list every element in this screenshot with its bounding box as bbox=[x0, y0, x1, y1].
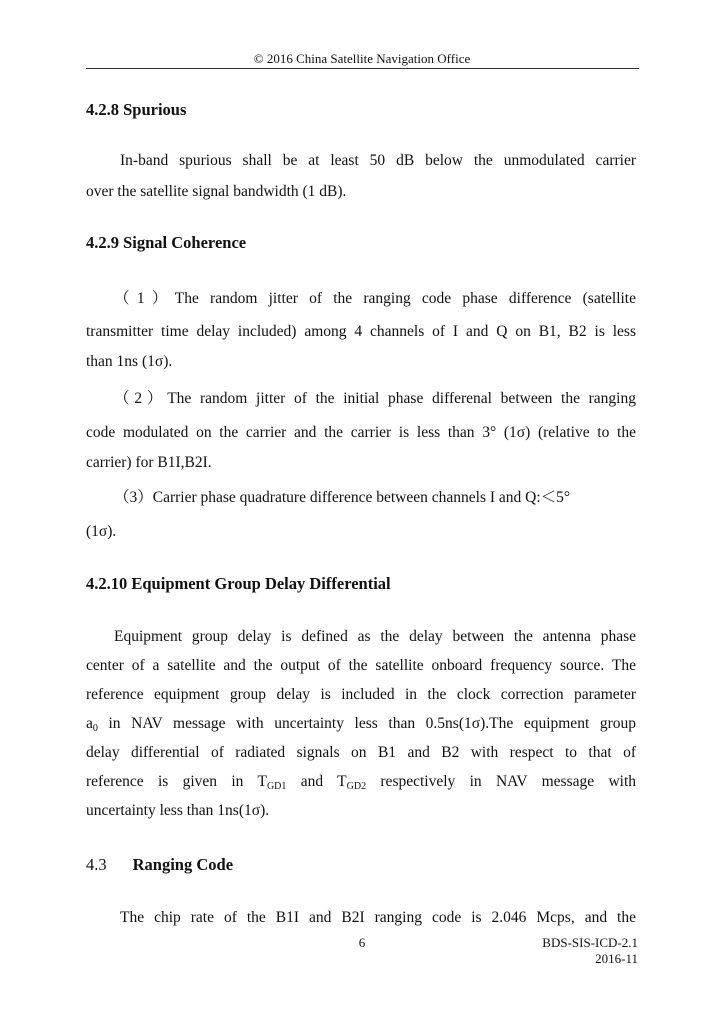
doc-id: BDS-SIS-ICD-2.1 bbox=[542, 935, 638, 950]
text-line: carrier) for B1I,B2I. bbox=[86, 454, 212, 471]
footer-doc-info bbox=[542, 935, 638, 967]
text-line: center of a satellite and the output of the satellite onboard frequency source. The bbox=[86, 657, 636, 674]
text-line: (1σ). bbox=[86, 523, 117, 540]
text-line: （1）The random jitter of the ranging code phase difference (satellite bbox=[114, 290, 636, 307]
heading-4-3-title: Ranging Code bbox=[132, 855, 234, 874]
text-line: uncertainty less than 1ns(1σ). bbox=[86, 802, 270, 819]
paragraph-coherence-1 bbox=[86, 289, 636, 379]
header-rule bbox=[86, 68, 639, 69]
text-line: The chip rate of the B1I and B2I ranging code is 2.046 Mcps, and the bbox=[120, 909, 636, 926]
text-line-tgd bbox=[86, 772, 636, 792]
subscript-0: 0 bbox=[92, 723, 98, 734]
heading-4-3-number: 4.3 bbox=[86, 855, 107, 874]
text-tgd-a: reference is given in T bbox=[86, 773, 267, 790]
heading-4-2-9: 4.2.9 Signal Coherence bbox=[86, 233, 247, 252]
heading-4-3 bbox=[86, 855, 233, 875]
text-line: over the satellite signal bandwidth (1 dB). bbox=[86, 183, 347, 200]
text-line: Equipment group delay is defined as the delay between the antenna phase bbox=[114, 628, 636, 645]
subscript-gd2: GD2 bbox=[346, 781, 367, 792]
header-copyright: © 2016 China Satellite Navigation Office bbox=[253, 51, 471, 66]
text-line: （3）Carrier phase quadrature difference between channels I and Q:＜5° bbox=[114, 489, 571, 506]
text-line: （2）The random jitter of the initial phase differenal between the ranging bbox=[114, 390, 636, 407]
text-line: delay differential of radiated signals on B1 and B2 with respect to that of bbox=[86, 744, 636, 761]
text-a0-rest: in NAV message with uncertainty less than 0.5ns(1σ).The equipment group bbox=[97, 715, 636, 732]
text-a: a bbox=[86, 715, 93, 732]
text-tgd-c: respectively in NAV message with bbox=[366, 773, 636, 790]
text-line: than 1ns (1σ). bbox=[86, 353, 173, 370]
text-tgd-b: and T bbox=[286, 773, 347, 790]
subscript-gd1: GD1 bbox=[266, 781, 287, 792]
text-line: In-band spurious shall be at least 50 dB below the unmodulated carrier bbox=[120, 152, 636, 169]
text-line: reference equipment group delay is included in the clock correction parameter bbox=[86, 686, 636, 703]
heading-4-2-10: 4.2.10 Equipment Group Delay Differential bbox=[86, 574, 391, 593]
paragraph-spurious bbox=[86, 151, 636, 211]
paragraph-group-delay bbox=[86, 627, 636, 827]
text-line: transmitter time delay included) among 4 channels of I and Q on B1, B2 is less bbox=[86, 323, 636, 340]
text-line-a0 bbox=[86, 714, 636, 734]
heading-4-2-8: 4.2.8 Spurious bbox=[86, 100, 187, 119]
paragraph-coherence-2 bbox=[86, 389, 636, 479]
page-number: 6 bbox=[358, 935, 366, 950]
paragraph-ranging-code bbox=[86, 908, 636, 932]
doc-date: 2016-11 bbox=[595, 951, 638, 966]
paragraph-coherence-3 bbox=[86, 488, 636, 548]
text-line: code modulated on the carrier and the carrier is less than 3° (1σ) (relative to the bbox=[86, 424, 636, 441]
